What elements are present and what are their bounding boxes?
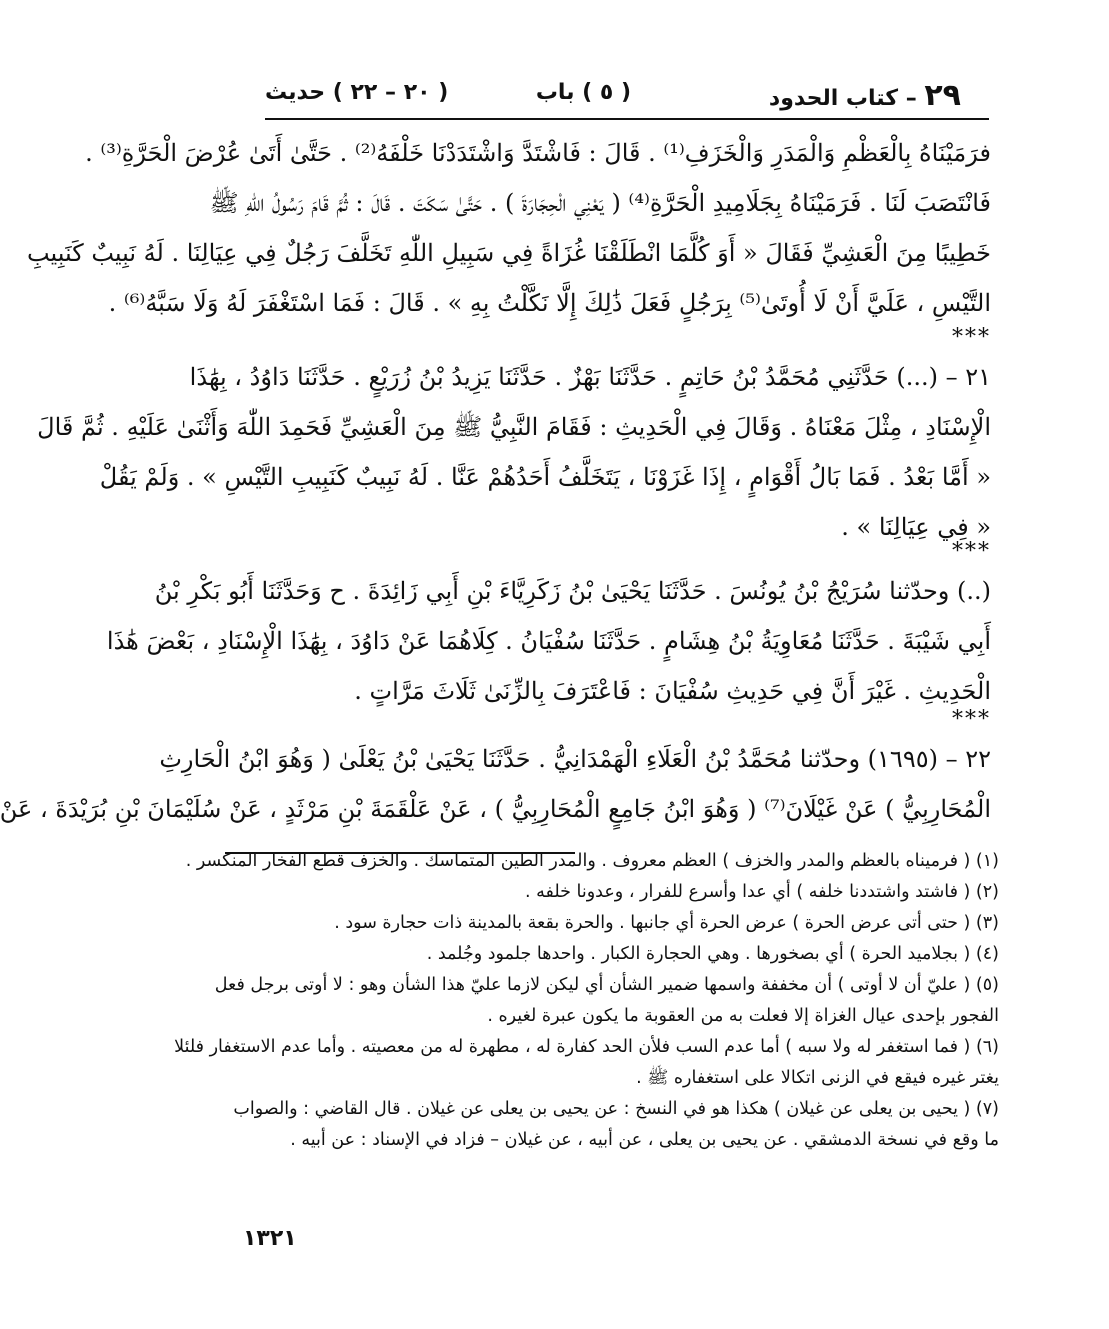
hadith-20-continuation bbox=[26, 128, 991, 328]
text-line: فَانْتَصَبَ لَنَا . فَرَمَيْنَاهُ بِجَلَامِيدِ الْحَرَّةِ⁽⁴⁾ ( يَعْنِي الْحِجَارَةَ ) . حَتَّىٰ سَكَتَ . قَالَ : ثُمَّ قَامَ رَسُولُ اللّٰهِ ﷺ bbox=[209, 189, 991, 217]
page-number: ١٣٢١ bbox=[243, 1226, 297, 1251]
text-line: « أَمَّا بَعْدُ . فَمَا بَالُ أَقْوَامٍ ، إِذَا غَزَوْنَا ، يَتَخَلَّفُ أَحَدُهُمْ عَنَّا . لَهُ نَبِيبٌ كَنَبِيبِ التَّيْسِ » . وَلَمْ يَقُلْ bbox=[99, 463, 991, 491]
book-title: – كتاب الحدود bbox=[768, 86, 925, 111]
hadith-range-heading: ( ٢٠ – ٢٢ ) حديث bbox=[265, 80, 449, 105]
header-rule bbox=[265, 118, 989, 120]
book-title-heading bbox=[769, 78, 961, 113]
text-line: ٢٢ – (١٦٩٥) وحدّثنا مُحَمَّدُ بْنُ الْعَلَاءِ الْهَمْدَانِيُّ . حَدَّثَنَا يَحْيَىٰ بْنُ يَعْلَىٰ ( وَهُوَ ابْنُ الْحَارِثِ bbox=[159, 745, 991, 773]
text-line: (..) وحدّثنا سُرَيْجُ بْنُ يُونُسَ . حَدَّثَنَا يَحْيَىٰ بْنُ زَكَرِيَّاءَ بْنِ أَبِي زَائِدَةَ . ح وَحَدَّثَنَا أَبُو بَكْرِ بْنُ bbox=[154, 577, 991, 605]
footnote-line: (١) ( فرميناه بالعظم والمدر والخزف ) العظم معروف . والمدر الطين المتماسك . والخزف قطع الفخار المنكسر . bbox=[185, 851, 999, 871]
text-line: الْحَدِيثِ . غَيْرَ أَنَّ فِي حَدِيثِ سُفْيَانَ : فَاعْتَرَفَ بِالزِّنَىٰ ثَلَاثَ مَرَّاتٍ . bbox=[354, 677, 991, 705]
text-line: التَّيْسِ ، عَلَيَّ أَنْ لَا أُوتَىٰ⁽⁵⁾ بِرَجُلٍ فَعَلَ ذَٰلِكَ إِلَّا نَكَّلْتُ بِهِ » . قَالَ : فَمَا اسْتَغْفَرَ لَهُ وَلَا سَبَّهُ⁽⁶⁾ . bbox=[108, 289, 991, 317]
footnote-line: الفجور بإحدى عيال الغزاة إلا فعلت به من العقوبة ما يكون عبرة لغيره . bbox=[487, 1006, 999, 1026]
chapter-heading: ( ٥ ) باب bbox=[535, 80, 631, 105]
hadith-21-variant bbox=[106, 566, 991, 716]
page-header bbox=[265, 78, 961, 114]
footnote-line: (٢) ( فاشتد واشتددنا خلفه ) أي عدا وأسرع للفرار ، وعدونا خلفه . bbox=[524, 882, 999, 902]
footnote-line: (٤) ( بجلاميد الحرة ) أي بصخورها . وهي الحجارة الكبار . واحدها جلمود وجُلمد . bbox=[426, 944, 999, 964]
text-line: فرَمَيْنَاهُ بِالْعَظْمِ وَالْمَدَرِ وَالْخَزَفِ⁽¹⁾ . قَالَ : فَاشْتَدَّ وَاشْتَدَدْنَا خَلْفَهُ⁽²⁾ . حَتَّىٰ أَتَىٰ عُرْضَ الْحَرَّةِ⁽³⁾ . bbox=[85, 139, 991, 167]
book-number: ٢٩ bbox=[924, 78, 961, 113]
text-line: الْمُحَارِبِيُّ ) عَنْ غَيْلَانَ⁽⁷⁾ ( وَهُوَ ابْنُ جَامِعٍ الْمُحَارِبِيُّ ) ، عَنْ عَلْقَمَةَ بْنِ مَرْثَدٍ ، عَنْ سُلَيْمَانَ بْنِ بُرَيْدَةَ ، عَنْ bbox=[0, 795, 991, 823]
footnote-line: ما وقع في نسخة الدمشقي . عن يحيى بن يعلى ، عن أبيه ، عن غيلان – فزاد في الإسناد : عن أبيه . bbox=[290, 1130, 999, 1150]
text-line: أَبِي شَيْبَةَ . حَدَّثَنَا مُعَاوِيَةُ بْنُ هِشَامٍ . حَدَّثَنَا سُفْيَانُ . كِلَاهُمَا عَنْ دَاوُدَ ، بِهَٰذَا الْإِسْنَادِ ، بَعْضَ هَٰذَا bbox=[106, 627, 991, 655]
section-separator: *** bbox=[952, 325, 991, 350]
footnotes bbox=[174, 846, 999, 1156]
footnote-line: (٥) ( عليّ أن لا أوتى ) أن مخففة واسمها ضمير الشأن أي ليكن لازما عليّ هذا الشأن وهو : لا أوتى برجل فعل bbox=[214, 975, 999, 995]
footnote-line: (٧) ( يحيى بن يعلى عن غيلان ) هكذا هو في النسخ : عن يحيى بن يعلى عن غيلان . قال القاضي : والصواب bbox=[233, 1099, 999, 1119]
footnote-line: (٦) ( فما استغفر له ولا سبه ) أما عدم السب فلأن الحد كفارة له ، مطهرة له من معصيته . وأما عدم الاستغفار فلئلا bbox=[174, 1037, 999, 1057]
text-line: الْإِسْنَادِ ، مِثْلَ مَعْنَاهُ . وَقَالَ فِي الْحَدِيثِ : فَقَامَ النَّبِيُّ ﷺ مِنَ الْعَشِيِّ فَحَمِدَ اللّٰهَ وَأَثْنَىٰ عَلَيْهِ . ثُمَّ قَالَ bbox=[37, 413, 991, 441]
hadith-21 bbox=[37, 352, 991, 552]
footnote-line: (٣) ( حتى أتى عرض الحرة ) عرض الحرة أي جانبها . والحرة بقعة بالمدينة ذات حجارة سود . bbox=[334, 913, 999, 933]
text-line: ٢١ – (...) حَدَّثَنِي مُحَمَّدُ بْنُ حَاتِمٍ . حَدَّثَنَا بَهْزٌ . حَدَّثَنَا يَزِيدُ بْنُ زُرَيْعٍ . حَدَّثَنَا دَاوُدُ ، بِهَٰذَا bbox=[189, 363, 991, 391]
section-separator: *** bbox=[952, 539, 991, 564]
footnote-line: يغتر غيره فيقع في الزنى اتكالا على استغفاره ﷺ . bbox=[636, 1068, 999, 1088]
section-separator: *** bbox=[952, 707, 991, 732]
text-line: « فِي عِيَالِنَا » . bbox=[841, 513, 991, 541]
text-line: خَطِيبًا مِنَ الْعَشِيِّ فَقَالَ « أَوَ كُلَّمَا انْطَلَقْنَا غُزَاةً فِي سَبِيلِ اللّٰهِ تَخَلَّفَ رَجُلٌ فِي عِيَالِنَا . لَهُ نَبِيبٌ كَنَبِيبِ bbox=[26, 239, 991, 267]
hadith-22 bbox=[0, 734, 991, 834]
